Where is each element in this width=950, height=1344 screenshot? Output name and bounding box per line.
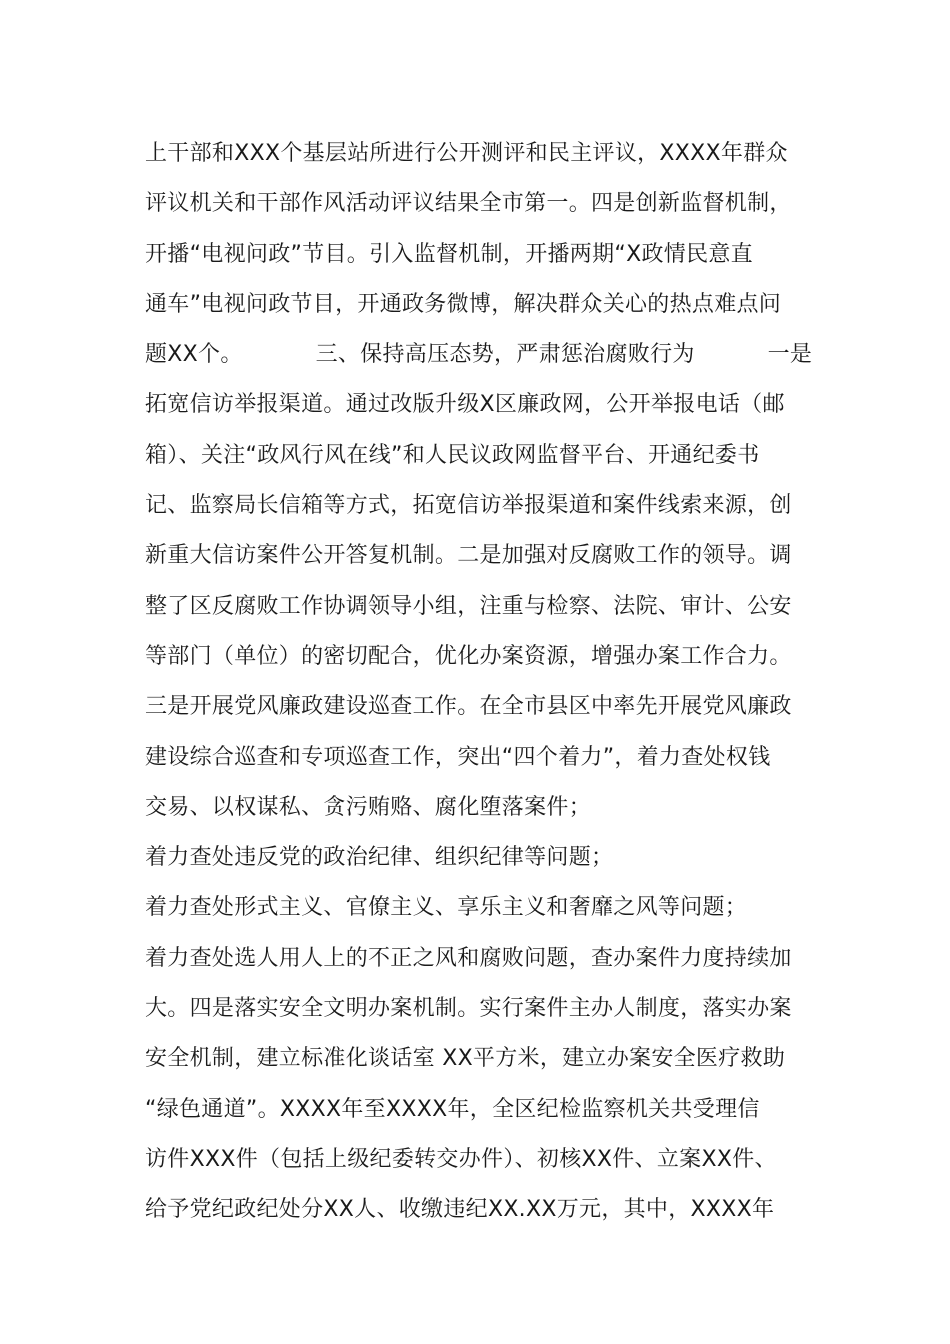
text-line: 开播“电视问政”节目。引入监督机制，开播两期“X政情民意直 [145,241,753,267]
text-line: “绿色通道”。XXXX年至XXXX年，全区纪检监察机关共受理信 [145,1096,760,1122]
text-line: 题XX个。 三、保持高压态势，严肃惩治腐败行为 一是 [145,342,813,368]
text-line: 箱）、关注“政风行风在线”和人民议政网监督平台、开通纪委书 [145,442,760,468]
text-line: 着力查处违反党的政治纪律、组织纪律等问题； [145,845,614,871]
text-line: 访件XXX件（包括上级纪委转交办件）、初核XX件、立案XX件、 [145,1146,777,1172]
text-line: 着力查处选人用人上的不正之风和腐败问题，查办案件力度持续加 [145,945,792,971]
text-line: 评议机关和干部作风活动评议结果全市第一。四是创新监督机制， [145,191,792,217]
text-line: 整了区反腐败工作协调领导小组，注重与检察、法院、审计、公安 [145,593,792,619]
text-line: 建设综合巡查和专项巡查工作，突出“四个着力”，着力查处权钱 [145,744,771,770]
text-line: 新重大信访案件公开答复机制。二是加强对反腐败工作的领导。调 [145,543,792,569]
text-line: 拓宽信访举报渠道。通过改版升级X区廉政网，公开举报电话（邮 [145,392,785,418]
text-line: 给予党纪政纪处分XX人、收缴违纪XX.XX万元，其中，XXXX年 [145,1197,775,1223]
text-line: 三是开展党风廉政建设巡查工作。在全市县区中率先开展党风廉政 [145,694,792,720]
text-line: 上干部和XXX个基层站所进行公开测评和民主评议，XXXX年群众 [145,141,788,166]
document-body [145,132,925,1239]
text-line: 大。四是落实安全文明办案机制。实行案件主办人制度，落实办案 [145,996,792,1022]
text-line: 通车”电视问政节目，开通政务微博，解决群众关心的热点难点问 [145,291,782,317]
text-line: 等部门（单位）的密切配合，优化办案资源，增强办案工作合力。 [145,643,792,669]
text-line: 着力查处形式主义、官僚主义、享乐主义和奢靡之风等问题； [145,895,748,921]
text-line: 记、监察局长信箱等方式，拓宽信访举报渠道和案件线索来源，创 [145,493,792,519]
text-line: 交易、以权谋私、贪污贿赂、腐化堕落案件； [145,794,592,820]
text-line: 安全机制，建立标准化谈话室 XX平方米，建立办案安全医疗救助 [145,1046,786,1072]
